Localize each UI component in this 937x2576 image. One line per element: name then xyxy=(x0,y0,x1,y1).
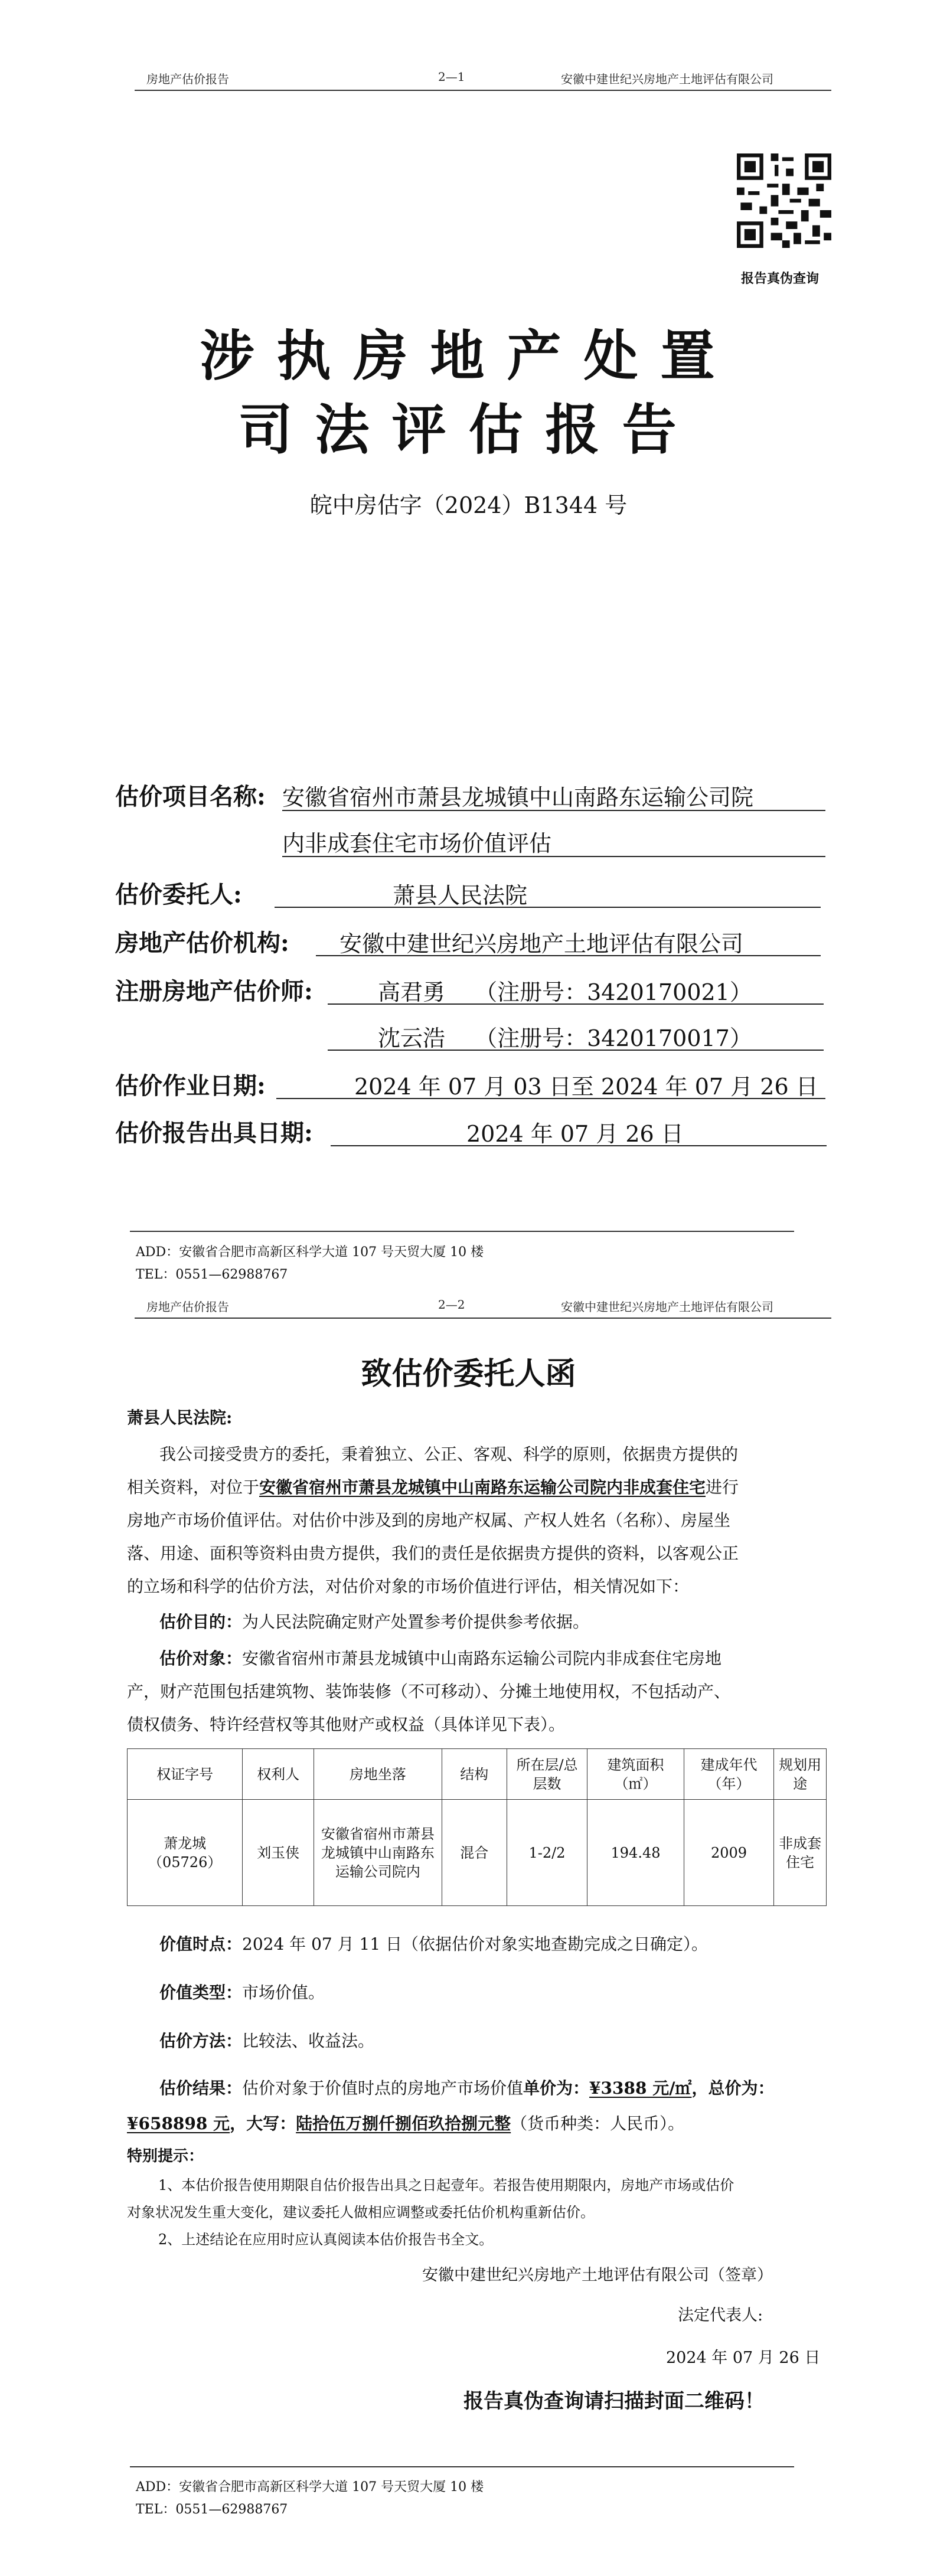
th-usage: 规划用途 xyxy=(774,1749,827,1800)
result-unit-value: ¥3388 元/㎡ xyxy=(589,2078,692,2098)
client-underline xyxy=(275,907,821,908)
result-total-value: ¥658898 元 xyxy=(127,2114,230,2133)
value-type-text: 市场价值。 xyxy=(242,1983,325,2002)
td-cert-no: 萧龙城（05726） xyxy=(128,1800,243,1906)
page2-footer-tel: TEL：0551—62988767 xyxy=(136,2502,288,2517)
para1-line4: 落、用途、面积等资料由贵方提供，我们的责任是依据贵方提供的资料，以客观公正 xyxy=(127,1544,739,1563)
project-name-value-2: 内非成套住宅市场价值评估 xyxy=(282,831,552,857)
para1-line5: 的立场和科学的估价方法，对估价对象的市场价值进行评估，相关情况如下： xyxy=(127,1577,690,1596)
purpose-row xyxy=(159,1608,589,1636)
appraiser-label: 注册房地产估价师: xyxy=(115,978,313,1005)
th-location: 房地坐落 xyxy=(314,1749,442,1800)
page2-header-right: 安徽中建世纪兴房地产土地评估有限公司 xyxy=(561,1300,773,1314)
page1-header-right: 安徽中建世纪兴房地产土地评估有限公司 xyxy=(561,72,773,86)
report-title-line2: 司法评估报告 xyxy=(238,398,699,462)
th-area: 建筑面积（㎡） xyxy=(587,1749,684,1800)
org-value: 安徽中建世纪兴房地产土地评估有限公司 xyxy=(339,931,744,957)
project-name-label: 估价项目名称: xyxy=(115,783,266,810)
purpose-label: 估价目的： xyxy=(159,1612,243,1632)
object-row xyxy=(159,1645,721,1673)
qr-code-icon xyxy=(737,153,831,248)
page2-footer-address: ADD：安徽省合肥市高新区科学大道 107 号天贸大厦 10 楼 xyxy=(136,2480,484,2495)
qr-caption: 报告真伪查询 xyxy=(741,271,820,286)
value-time-text: 2024 年 07 月 11 日（依据估价对象实地查勘完成之日确定）。 xyxy=(242,1934,709,1954)
result-daxie-label: ，大写： xyxy=(230,2114,296,2133)
issue-date-label: 估价报告出具日期: xyxy=(115,1119,313,1147)
th-structure: 结构 xyxy=(442,1749,507,1800)
page1-footer-address: ADD：安徽省合肥市高新区科学大道 107 号天贸大厦 10 楼 xyxy=(136,1245,484,1260)
note-1-line2: 对象状况发生重大变化，建议委托人做相应调整或委托估价机构重新估价。 xyxy=(127,2204,595,2221)
qr-notice: 报告真伪查询请扫描封面二维码！ xyxy=(463,2389,765,2413)
project-name-value-1: 安徽省宿州市萧县龙城镇中山南路东运输公司院 xyxy=(282,784,754,810)
page2-header-left: 房地产估价报告 xyxy=(146,1300,229,1314)
issue-date-underline xyxy=(331,1145,827,1146)
page1-footer-rule xyxy=(130,1231,794,1232)
object-text-2: 产，财产范围包括建筑物、装饰装修（不可移动）、分摊土地使用权，不包括动产、 xyxy=(127,1682,731,1701)
appraiser-2: 沈云浩 （注册号：3420170017） xyxy=(378,1025,752,1051)
method-label: 估价方法： xyxy=(159,2031,243,2051)
project-underline-2 xyxy=(282,856,825,857)
td-structure: 混合 xyxy=(442,1800,507,1906)
object-label: 估价对象： xyxy=(159,1649,243,1668)
sign-company: 安徽中建世纪兴房地产土地评估有限公司（签章） xyxy=(422,2266,773,2284)
report-title-line1: 涉执房地产处置 xyxy=(200,324,737,388)
note-1-line1: 1、本估价报告使用期限自估价报告出具之日起壹年。若报告使用期限内，房地产市场或估价 xyxy=(158,2177,734,2193)
note-2: 2、上述结论在应用时应认真阅读本估价报告书全文。 xyxy=(158,2231,494,2248)
result-label: 估价结果： xyxy=(159,2078,243,2098)
appraiser-underline-2 xyxy=(328,1050,824,1051)
work-date-value: 2024 年 07 月 03 日至 2024 年 07 月 26 日 xyxy=(354,1074,818,1100)
td-area: 194.48 xyxy=(587,1800,684,1906)
method-row xyxy=(159,2027,374,2055)
object-text-3: 债权债务、特许经营权等其他财产或权益（具体详见下表）。 xyxy=(127,1715,566,1734)
special-note-label: 特别提示： xyxy=(127,2147,204,2165)
sign-date: 2024 年 07 月 26 日 xyxy=(666,2349,821,2367)
result-currency: （货币种类：人民币）。 xyxy=(511,2114,685,2133)
td-floor: 1-2/2 xyxy=(507,1800,587,1906)
result-row-1 xyxy=(159,2074,774,2103)
issue-date-value: 2024 年 07 月 26 日 xyxy=(466,1121,684,1147)
result-daxie-value: 陆拾伍万捌仟捌佰玖拾捌元整 xyxy=(296,2114,511,2133)
th-floor: 所在层/总层数 xyxy=(507,1749,587,1800)
result-row-2 xyxy=(127,2110,684,2138)
method-text: 比较法、收益法。 xyxy=(242,2031,375,2051)
table-row xyxy=(128,1800,827,1906)
purpose-text: 为人民法院确定财产处置参考价提供参考依据。 xyxy=(242,1612,590,1632)
project-underline-1 xyxy=(282,810,825,811)
result-text-pre: 估价对象于价值时点的房地产市场价值 xyxy=(242,2078,524,2098)
th-cert-no: 权证字号 xyxy=(128,1749,243,1800)
td-owner: 刘玉侠 xyxy=(243,1800,314,1906)
property-table xyxy=(127,1748,827,1906)
letter-title: 致估价委托人函 xyxy=(361,1356,576,1392)
report-ref-number: 皖中房估字（2024）B1344 号 xyxy=(309,492,628,518)
letter-addressee: 萧县人民法院: xyxy=(127,1408,233,1427)
td-year: 2009 xyxy=(684,1800,774,1906)
table-header-row xyxy=(128,1749,827,1800)
work-date-label: 估价作业日期: xyxy=(115,1072,266,1100)
page2-header-rule xyxy=(135,1318,831,1319)
page2-header-center: 2—2 xyxy=(438,1297,465,1312)
td-location: 安徽省宿州市萧县龙城镇中山南路东运输公司院内 xyxy=(314,1800,442,1906)
para1-object-name: 安徽省宿州市萧县龙城镇中山南路东运输公司院内非成套住宅 xyxy=(259,1477,706,1497)
value-type-label: 价值类型： xyxy=(159,1983,243,2002)
page1-header-center: 2—1 xyxy=(438,70,465,84)
para1-line3: 房地产市场价值评估。对估价中涉及到的房地产权属、产权人姓名（名称）、房屋坐 xyxy=(127,1511,731,1530)
page1-header-rule xyxy=(135,90,831,91)
org-label: 房地产估价机构: xyxy=(115,929,289,957)
para1-line2 xyxy=(127,1473,739,1502)
value-time-row xyxy=(159,1930,708,1959)
td-usage: 非成套住宅 xyxy=(774,1800,827,1906)
client-label: 估价委托人: xyxy=(115,881,242,908)
org-underline xyxy=(316,955,821,956)
result-total-label: ，总价为： xyxy=(691,2078,775,2098)
object-text-1: 安徽省宿州市萧县龙城镇中山南路东运输公司院内非成套住宅房地 xyxy=(242,1649,722,1668)
work-date-underline xyxy=(276,1098,825,1099)
page1-footer-tel: TEL：0551—62988767 xyxy=(136,1267,288,1282)
value-time-label: 价值时点： xyxy=(159,1934,243,1954)
th-year: 建成年代（年） xyxy=(684,1749,774,1800)
client-value: 萧县人民法院 xyxy=(393,882,528,908)
th-owner: 权利人 xyxy=(243,1749,314,1800)
para1-line2-post: 进行 xyxy=(706,1477,739,1497)
para1-line1: 我公司接受贵方的委托，秉着独立、公正、客观、科学的原则，依据贵方提供的 xyxy=(159,1444,739,1464)
value-type-row xyxy=(159,1979,325,2007)
sign-representative: 法定代表人: xyxy=(678,2306,763,2325)
page2-footer-rule xyxy=(130,2466,794,2467)
result-unit-label: 单价为： xyxy=(523,2078,590,2098)
appraiser-1: 高君勇 （注册号：3420170021） xyxy=(378,979,752,1005)
appraiser-underline-1 xyxy=(328,1003,824,1005)
page1-header-left: 房地产估价报告 xyxy=(146,72,229,86)
para1-line2-pre: 相关资料，对位于 xyxy=(127,1477,260,1497)
